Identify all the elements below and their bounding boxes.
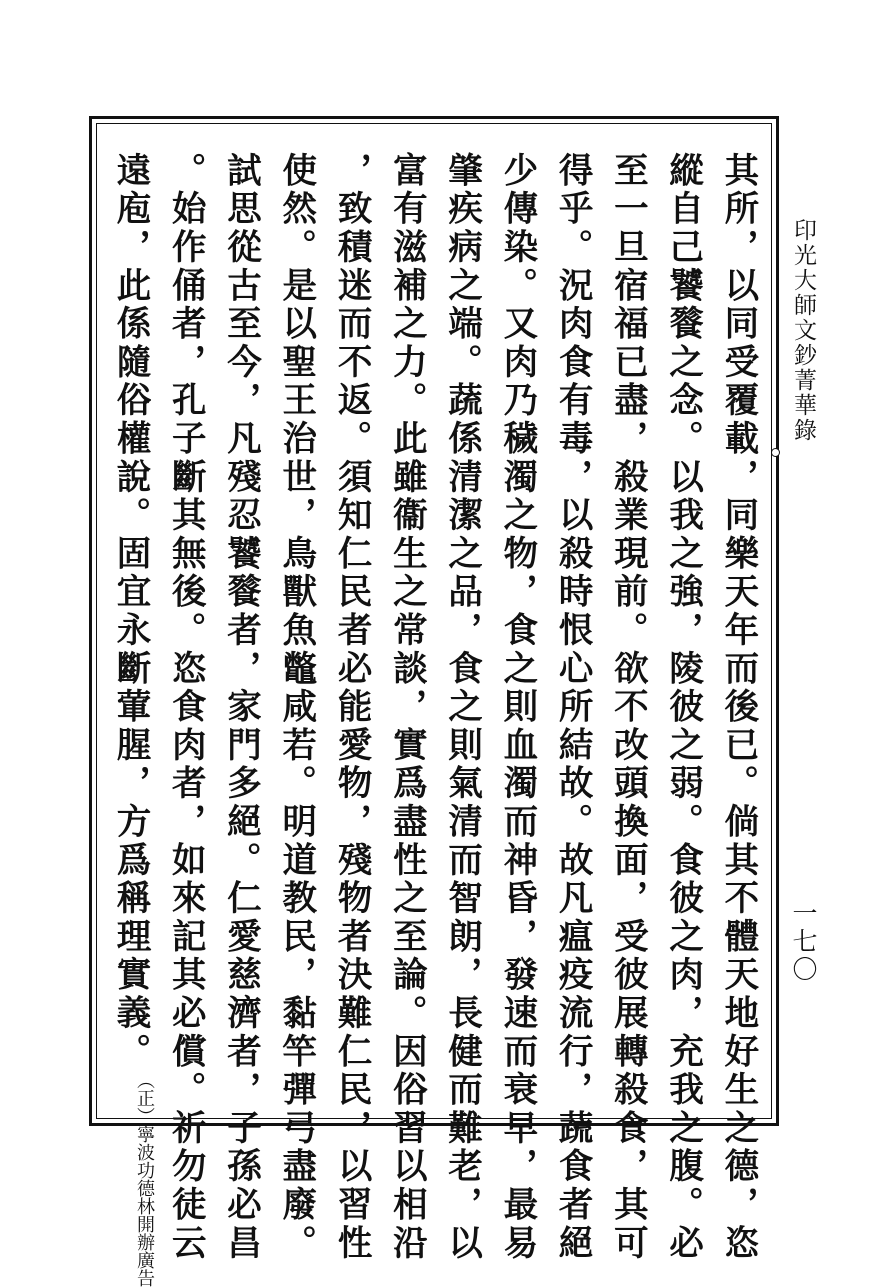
- source-note-line-1: （正）寧波功: [134, 1071, 155, 1180]
- source-note: [132, 1071, 156, 1287]
- source-note-line-2: 德林開辦廣告: [134, 1179, 155, 1287]
- text-column-8: ，致積迷而不返。須知仁民者必能愛物，殘物者決難仁民，以習性: [331, 152, 372, 1263]
- margin-dot-mark: [771, 448, 780, 457]
- text-column-6: 肇疾病之端。蔬係清潔之品，食之則氣清而智朗，長健而難老，以: [441, 152, 482, 1263]
- text-column-10: 試思從古至今，凡殘忍饕餮者，家門多絕。仁愛慈濟者，子孫必昌: [220, 152, 261, 1263]
- text-column-2: 縱自己饕餮之念。以我之強，陵彼之弱。食彼之肉，充我之腹。必: [662, 152, 703, 1263]
- text-column-3: 至一旦宿福已盡，殺業現前。欲不改頭換面，受彼展轉殺食，其可: [607, 152, 648, 1263]
- text-column-5: 少傳染。又肉乃穢濁之物，食之則血濁而神昏，發速而衰早，最易: [496, 152, 537, 1263]
- text-column-7: 富有滋補之力。此雖衞生之常談，實爲盡性之至論。因俗習以相沿: [386, 152, 427, 1263]
- text-body: [104, 152, 764, 1287]
- text-column-12-text: 遠庖，此係隨俗權說。固宜永斷葷腥，方爲稱理實義。: [110, 152, 150, 1072]
- text-column-1: 其所，以同受覆載，同樂天年而後已。倘其不體天地好生之德，恣: [717, 152, 758, 1263]
- text-column-11: 。始作俑者，孔子斷其無後。恣食肉者，如來記其必償。祈勿徒云: [165, 152, 206, 1263]
- text-column-12: [104, 152, 156, 1287]
- text-column-9: 使然。是以聖王治世，鳥獸魚鼈咸若。明道教民，黏竿彈弓盡廢。: [275, 152, 316, 1263]
- text-column-4: 得乎。況肉食有毒，以殺時恨心所結故。故凡瘟疫流行，蔬食者絕: [552, 152, 593, 1263]
- running-head: 印光大師文鈔菁華錄: [790, 218, 816, 443]
- page-number: 一七〇: [789, 900, 818, 984]
